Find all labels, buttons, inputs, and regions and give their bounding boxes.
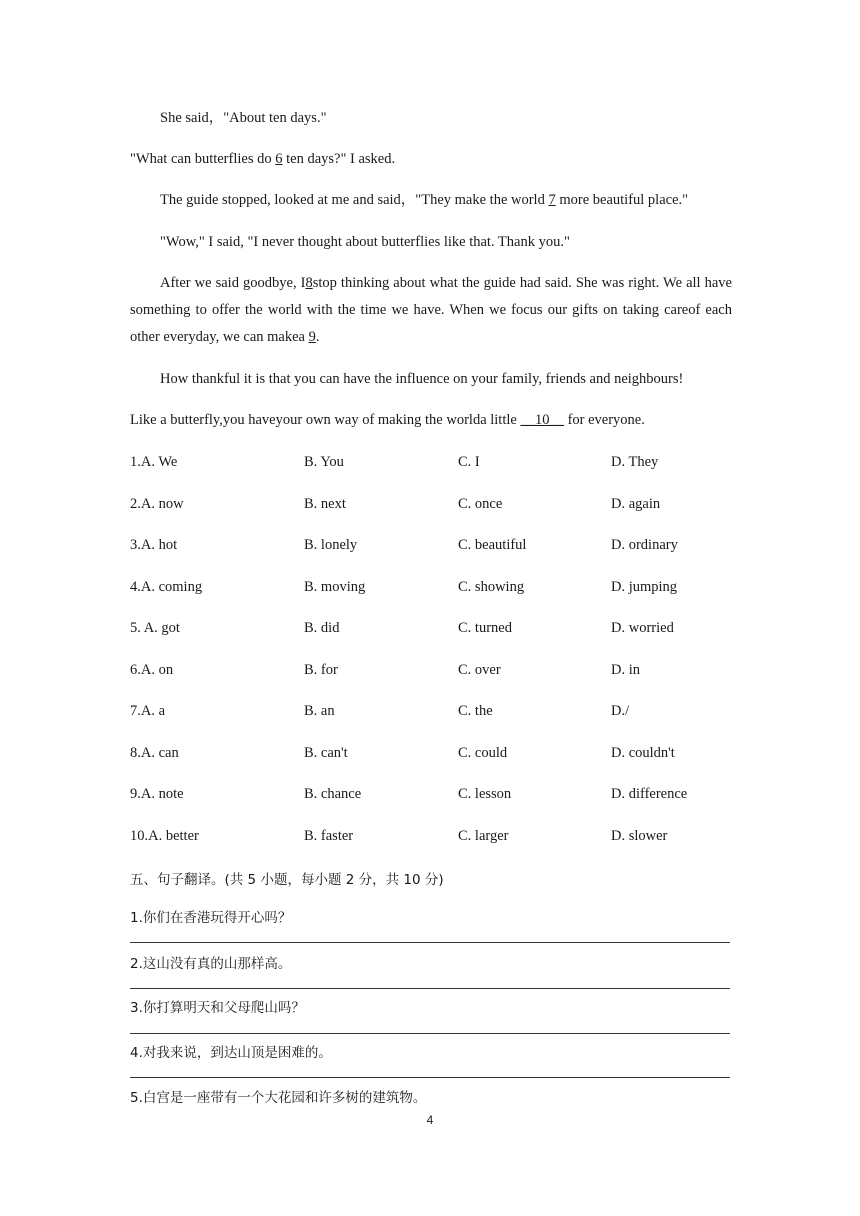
passage-text: stop thinking about what the guide had said. She was right. We all have something to offer the world with the time we have. When we focus our gifts on taking careof each other everyday, we can makea	[130, 275, 732, 345]
option-a: 3.A. hot	[130, 537, 178, 553]
option-b: B. can't	[304, 745, 348, 761]
option-row-6	[130, 662, 732, 682]
option-row-1	[130, 454, 732, 474]
section-title: 五、句子翻译。(共 5 小题，每小题 2 分，共 10 分)	[130, 872, 444, 888]
passage-text: "Wow," I said, "I never thought about butterflies like that. Thank you."	[160, 234, 570, 250]
passage-line-4	[130, 229, 732, 256]
option-c: C. larger	[458, 828, 509, 844]
option-a: 8.A. can	[130, 745, 179, 761]
option-row-2	[130, 496, 732, 516]
option-c: C. lesson	[458, 786, 512, 802]
option-c: C. over	[458, 662, 501, 678]
answer-line-3[interactable]	[130, 1033, 730, 1034]
option-d: D. difference	[611, 786, 688, 802]
translation-item-5: 5.白宫是一座带有一个大花园和许多树的建筑物。	[130, 1090, 427, 1106]
option-d: D. ordinary	[611, 537, 678, 553]
answer-line-4[interactable]	[130, 1077, 730, 1078]
option-row-10	[130, 828, 732, 848]
passage-line-1	[130, 105, 732, 132]
option-b: B. You	[304, 454, 344, 470]
blank-10: __10__	[520, 412, 564, 428]
option-b: B. faster	[304, 828, 354, 844]
passage-text: How thankful it is that you can have the influence on your family, friends and neighbours!	[160, 371, 684, 387]
answer-line-2[interactable]	[130, 988, 730, 989]
option-b: B. for	[304, 662, 338, 678]
option-d: D./	[611, 703, 630, 719]
option-d: D. They	[611, 454, 659, 470]
option-row-7	[130, 703, 732, 723]
option-d: D. couldn't	[611, 745, 675, 761]
passage-text: for everyone.	[563, 412, 645, 428]
option-row-3	[130, 537, 732, 557]
passage-line-6	[130, 366, 732, 393]
blank-9: 9	[308, 329, 316, 345]
blank-8: 8	[305, 275, 313, 291]
option-c: C. turned	[458, 620, 512, 636]
passage-line-2	[130, 146, 732, 173]
option-a: 5. A. got	[130, 620, 180, 636]
option-b: B. did	[304, 620, 340, 636]
option-d: D. in	[611, 662, 640, 678]
option-c: C. could	[458, 745, 508, 761]
option-a: 6.A. on	[130, 662, 174, 678]
passage-text: She said，"About ten days."	[160, 110, 327, 126]
passage-text: ten days?" I asked.	[282, 151, 396, 167]
passage-text: .	[315, 329, 320, 345]
option-a: 7.A. a	[130, 703, 166, 719]
option-row-8	[130, 745, 732, 765]
option-b: B. moving	[304, 579, 366, 595]
option-d: D. slower	[611, 828, 668, 844]
option-d: D. worried	[611, 620, 674, 636]
option-row-5	[130, 620, 732, 640]
option-row-9	[130, 786, 732, 806]
option-a: 2.A. now	[130, 496, 184, 512]
translation-item-2: 2.这山没有真的山那样高。	[130, 956, 292, 972]
passage-text: After we said goodbye, I	[160, 275, 306, 291]
passage-text: The guide stopped, looked at me and said，"They make the world	[160, 192, 549, 208]
blank-7: 7	[548, 192, 556, 208]
answer-line-1[interactable]	[130, 942, 730, 943]
passage-text: Like a butterfly,you haveyour own way of making the worlda little	[130, 412, 521, 428]
blank-6: 6	[275, 151, 283, 167]
option-b: B. chance	[304, 786, 362, 802]
option-a: 4.A. coming	[130, 579, 203, 595]
passage-text: "What can butterflies do	[130, 151, 276, 167]
passage-text: more beautiful place."	[555, 192, 689, 208]
translation-item-1: 1.你们在香港玩得开心吗？	[130, 910, 292, 926]
option-row-4	[130, 579, 732, 599]
option-c: C. I	[458, 454, 480, 470]
passage-line-3	[130, 187, 732, 214]
option-d: D. again	[611, 496, 661, 512]
option-a: 9.A. note	[130, 786, 184, 802]
passage-paragraph-5	[130, 270, 732, 351]
option-c: C. once	[458, 496, 503, 512]
option-a: 10.A. better	[130, 828, 199, 844]
option-c: C. showing	[458, 579, 525, 595]
translation-item-4: 4.对我来说，到达山顶是困难的。	[130, 1045, 332, 1061]
option-d: D. jumping	[611, 579, 678, 595]
option-c: C. the	[458, 703, 493, 719]
passage-line-7	[130, 407, 732, 434]
option-a: 1.A. We	[130, 454, 178, 470]
option-b: B. an	[304, 703, 335, 719]
option-b: B. lonely	[304, 537, 358, 553]
page-number: 4	[426, 1113, 434, 1127]
option-b: B. next	[304, 496, 346, 512]
translation-item-3: 3.你打算明天和父母爬山吗？	[130, 1000, 305, 1016]
option-c: C. beautiful	[458, 537, 527, 553]
